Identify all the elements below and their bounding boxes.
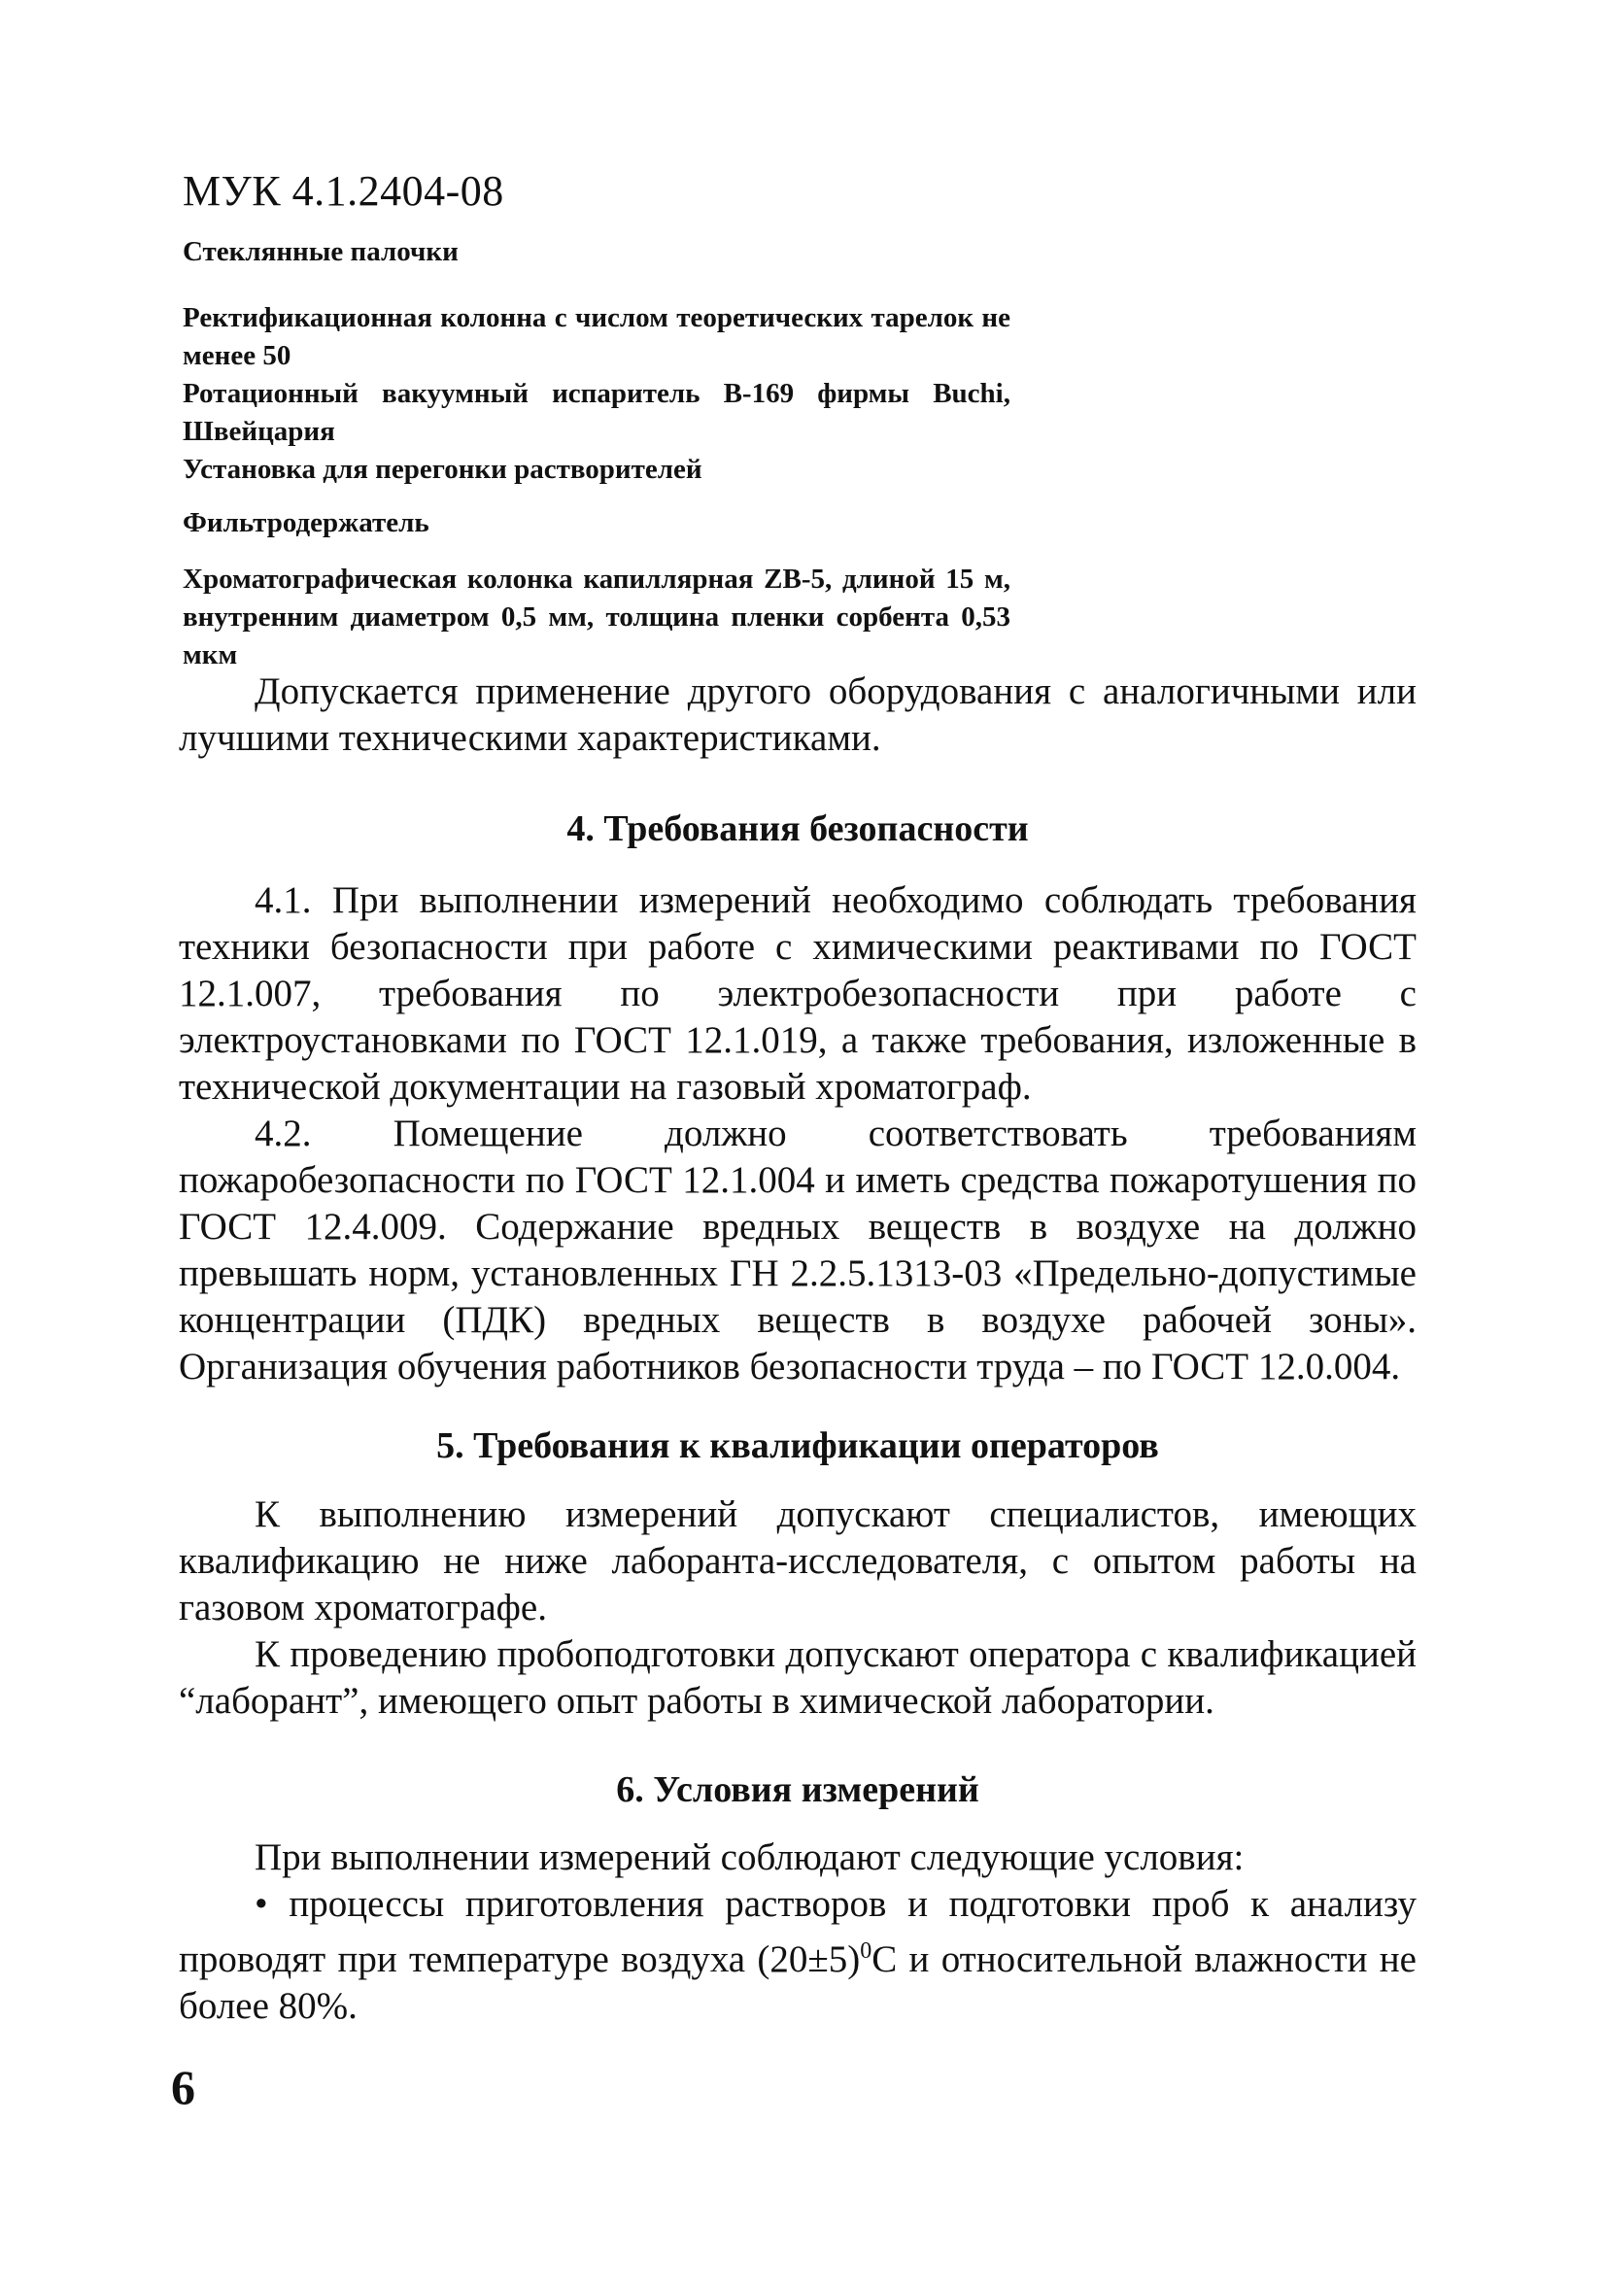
paragraph-5-2: К проведению пробоподготовки допускают оператора с квалификацией “лаборант”, имеющего опыт работы в химической лаборатории. <box>179 1633 1417 1722</box>
equipment-list <box>183 504 1010 542</box>
bullet-item <box>179 1881 1417 2030</box>
equipment-item: Фильтродержатель <box>183 507 429 538</box>
equipment-list <box>183 451 1010 489</box>
equipment-note-text: Допускается применение другого оборудования с аналогичными или лучшими техническими характеристиками. <box>179 670 1417 759</box>
equipment-item: Ротационный вакуумный испаритель В-169 фирмы Buchi, Швейцария <box>183 378 1010 447</box>
equipment-list <box>183 299 1010 375</box>
equipment-item: Стеклянные палочки <box>183 236 459 267</box>
section-5-heading: 5. Требования к квалификации операторов <box>436 1425 1159 1466</box>
section-4-body <box>179 877 1417 1390</box>
equipment-item: Хроматографическая колонка капиллярная ZB-5, длиной 15 м, внутренним диаметром 0,5 мм, толщина пленки сорбента 0,53 мкм <box>183 564 1010 670</box>
paragraph-6-intro: При выполнении измерений соблюдают следующие условия: <box>255 1836 1245 1878</box>
paragraph-4-1: 4.1. При выполнении измерений необходимо соблюдать требования техники безопасности при работе с химическими реактивами по ГОСТ 12.1.007, требования по электробезопасности при работе с электроустановками по ГОСТ 12.1.019, а также требования, изложенные в технической документации на газовый хроматограф. <box>179 879 1417 1108</box>
equipment-note <box>179 668 1417 762</box>
equipment-item: Установка для перегонки растворителей <box>183 454 702 485</box>
paragraph-4-2: 4.2. Помещение должно соответствовать требованиям пожаробезопасности по ГОСТ 12.1.004 и иметь средства пожаротушения по ГОСТ 12.4.009. Содержание вредных веществ в воздухе на должно превышать норм, установленных ГН 2.2.5.1313-03 «Предельно-допустимые концентрации (ПДК) вредных веществ в воздухе рабочей зоны». Организация обучения работников безопасности труда – по ГОСТ 12.0.004. <box>179 1113 1417 1388</box>
equipment-list <box>183 233 1010 271</box>
equipment-item: Ректификационная колонна с числом теоретических тарелок не менее 50 <box>183 302 1010 371</box>
section-6-body <box>179 1834 1417 2030</box>
paragraph-5-1: К выполнению измерений допускают специалистов, имеющих квалификацию не ниже лаборанта-исследователя, с опытом работы на газовом хроматографе. <box>179 1493 1417 1628</box>
section-6-heading: 6. Условия измерений <box>616 1769 979 1810</box>
degree-superscript: 0 <box>860 1938 872 1964</box>
document-code: МУК 4.1.2404-08 <box>183 167 504 215</box>
bullet-text-start: • процессы приготовления растворов и подготовки проб к анализу проводят при температуре воздуха (20±5) <box>179 1883 1417 1980</box>
section-4-heading: 4. Требования безопасности <box>566 808 1029 849</box>
section-5-body <box>179 1491 1417 1725</box>
bullet-text-end: С и относительной влажности не более 80%. <box>179 1938 1417 2027</box>
page-number: 6 <box>171 2060 195 2114</box>
equipment-list <box>183 561 1010 674</box>
equipment-list <box>183 375 1010 451</box>
